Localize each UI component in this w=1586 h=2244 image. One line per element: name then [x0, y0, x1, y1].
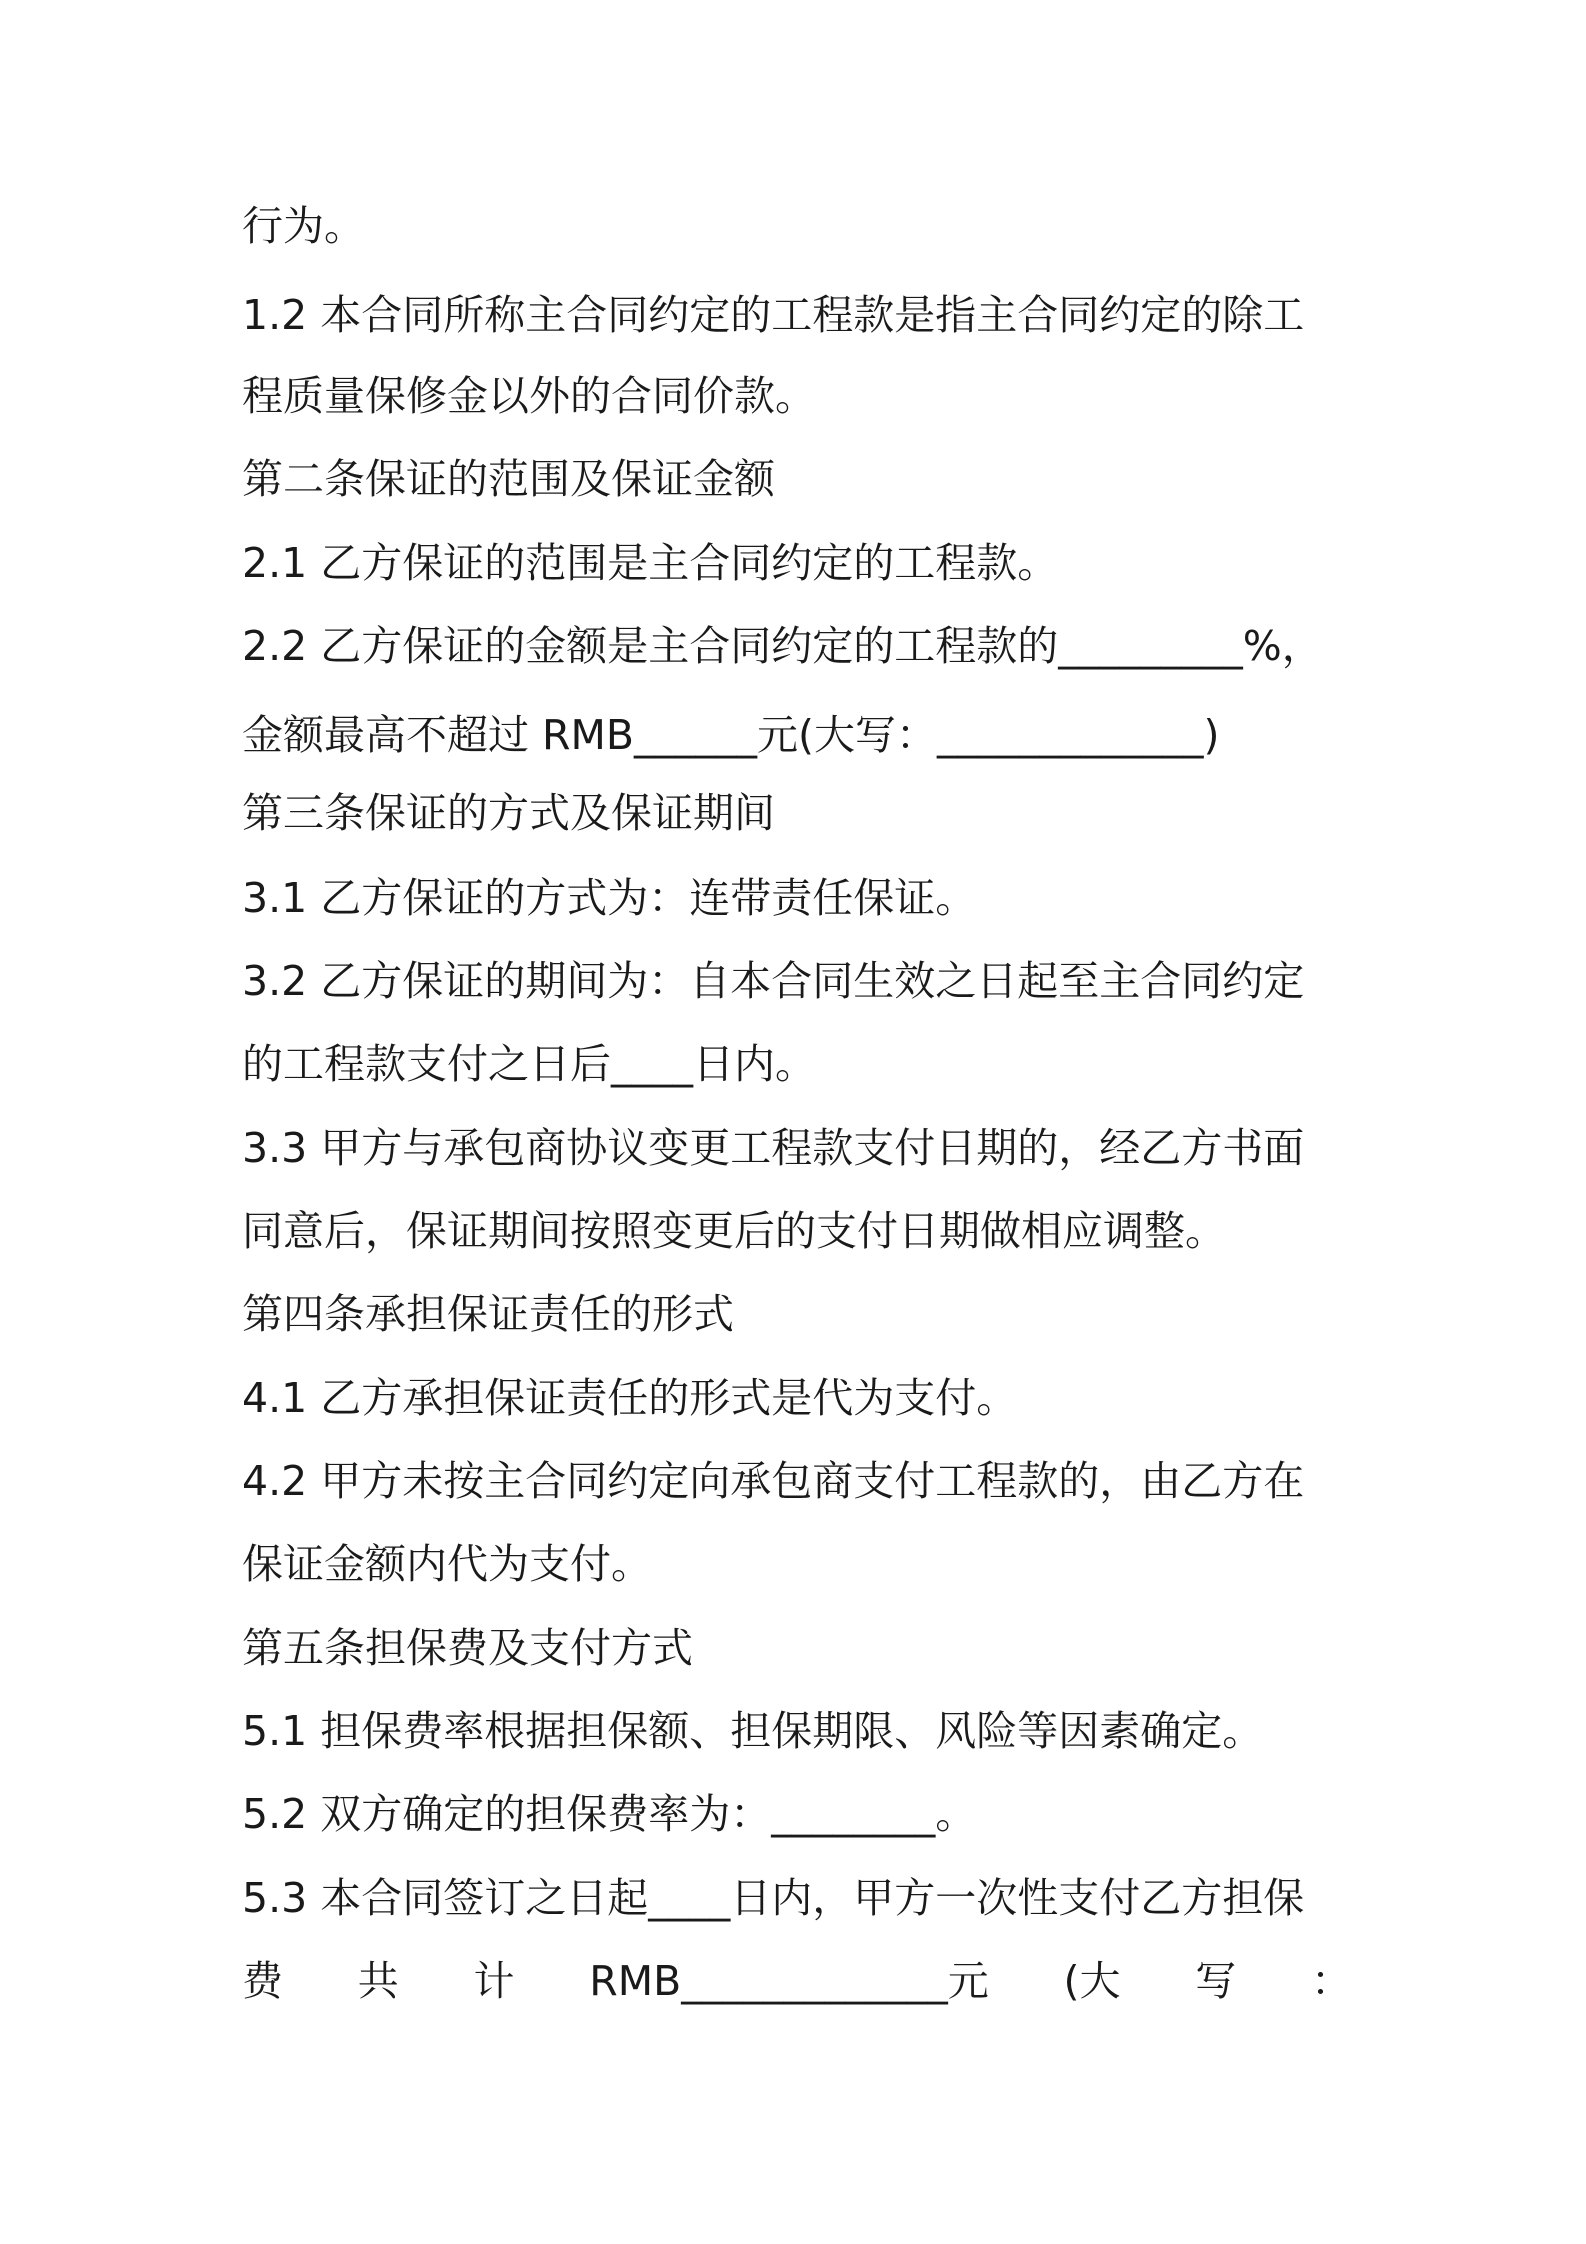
text-line: 行为。 [242, 202, 365, 250]
text-line: 3.2 乙方保证的期间为：自本合同生效之日起至主合同约定 [242, 957, 1305, 1005]
text-token: (大 [1063, 1957, 1121, 2005]
text-token: 写 [1195, 1957, 1237, 2005]
text-line: 5.3 本合同签订之日起____日内，甲方一次性支付乙方担保 [242, 1874, 1305, 1922]
justified-text-line [242, 1951, 1352, 2011]
text-line: 4.2 甲方未按主合同约定向承包商支付工程款的，由乙方在 [242, 1457, 1305, 1505]
text-line: 保证金额内代为支付。 [242, 1540, 652, 1588]
text-token: RMB_____________元 [589, 1957, 989, 2005]
text-line: 程质量保修金以外的合同价款。 [242, 372, 816, 420]
text-token: 共 [357, 1957, 399, 2005]
section-heading: 第二条保证的范围及保证金额 [242, 455, 775, 503]
text-line: 5.1 担保费率根据担保额、担保期限、风险等因素确定。 [242, 1707, 1264, 1755]
section-heading: 第三条保证的方式及保证期间 [242, 789, 775, 837]
section-heading: 第四条承担保证责任的形式 [242, 1290, 734, 1338]
text-line: 3.1 乙方保证的方式为：连带责任保证。 [242, 874, 977, 922]
section-heading: 第五条担保费及支付方式 [242, 1624, 693, 1672]
text-token: 计 [473, 1957, 515, 2005]
text-line: 5.2 双方确定的担保费率为：________。 [242, 1790, 977, 1838]
text-line: 1.2 本合同所称主合同约定的工程款是指主合同约定的除工 [242, 291, 1305, 339]
text-token: 费 [242, 1957, 283, 2005]
text-line: 的工程款支付之日后____日内。 [242, 1040, 816, 1088]
text-line: 3.3 甲方与承包商协议变更工程款支付日期的，经乙方书面 [242, 1124, 1305, 1172]
text-line: 2.1 乙方保证的范围是主合同约定的工程款。 [242, 539, 1059, 587]
text-line: 金额最高不超过 RMB______元(大写：_____________) [242, 711, 1220, 759]
text-line: 同意后，保证期间按照变更后的支付日期做相应调整。 [242, 1207, 1226, 1255]
text-token: ： [1311, 1957, 1352, 2005]
text-line: 4.1 乙方承担保证责任的形式是代为支付。 [242, 1374, 1018, 1422]
text-line: 2.2 乙方保证的金额是主合同约定的工程款的_________%， [242, 622, 1323, 670]
